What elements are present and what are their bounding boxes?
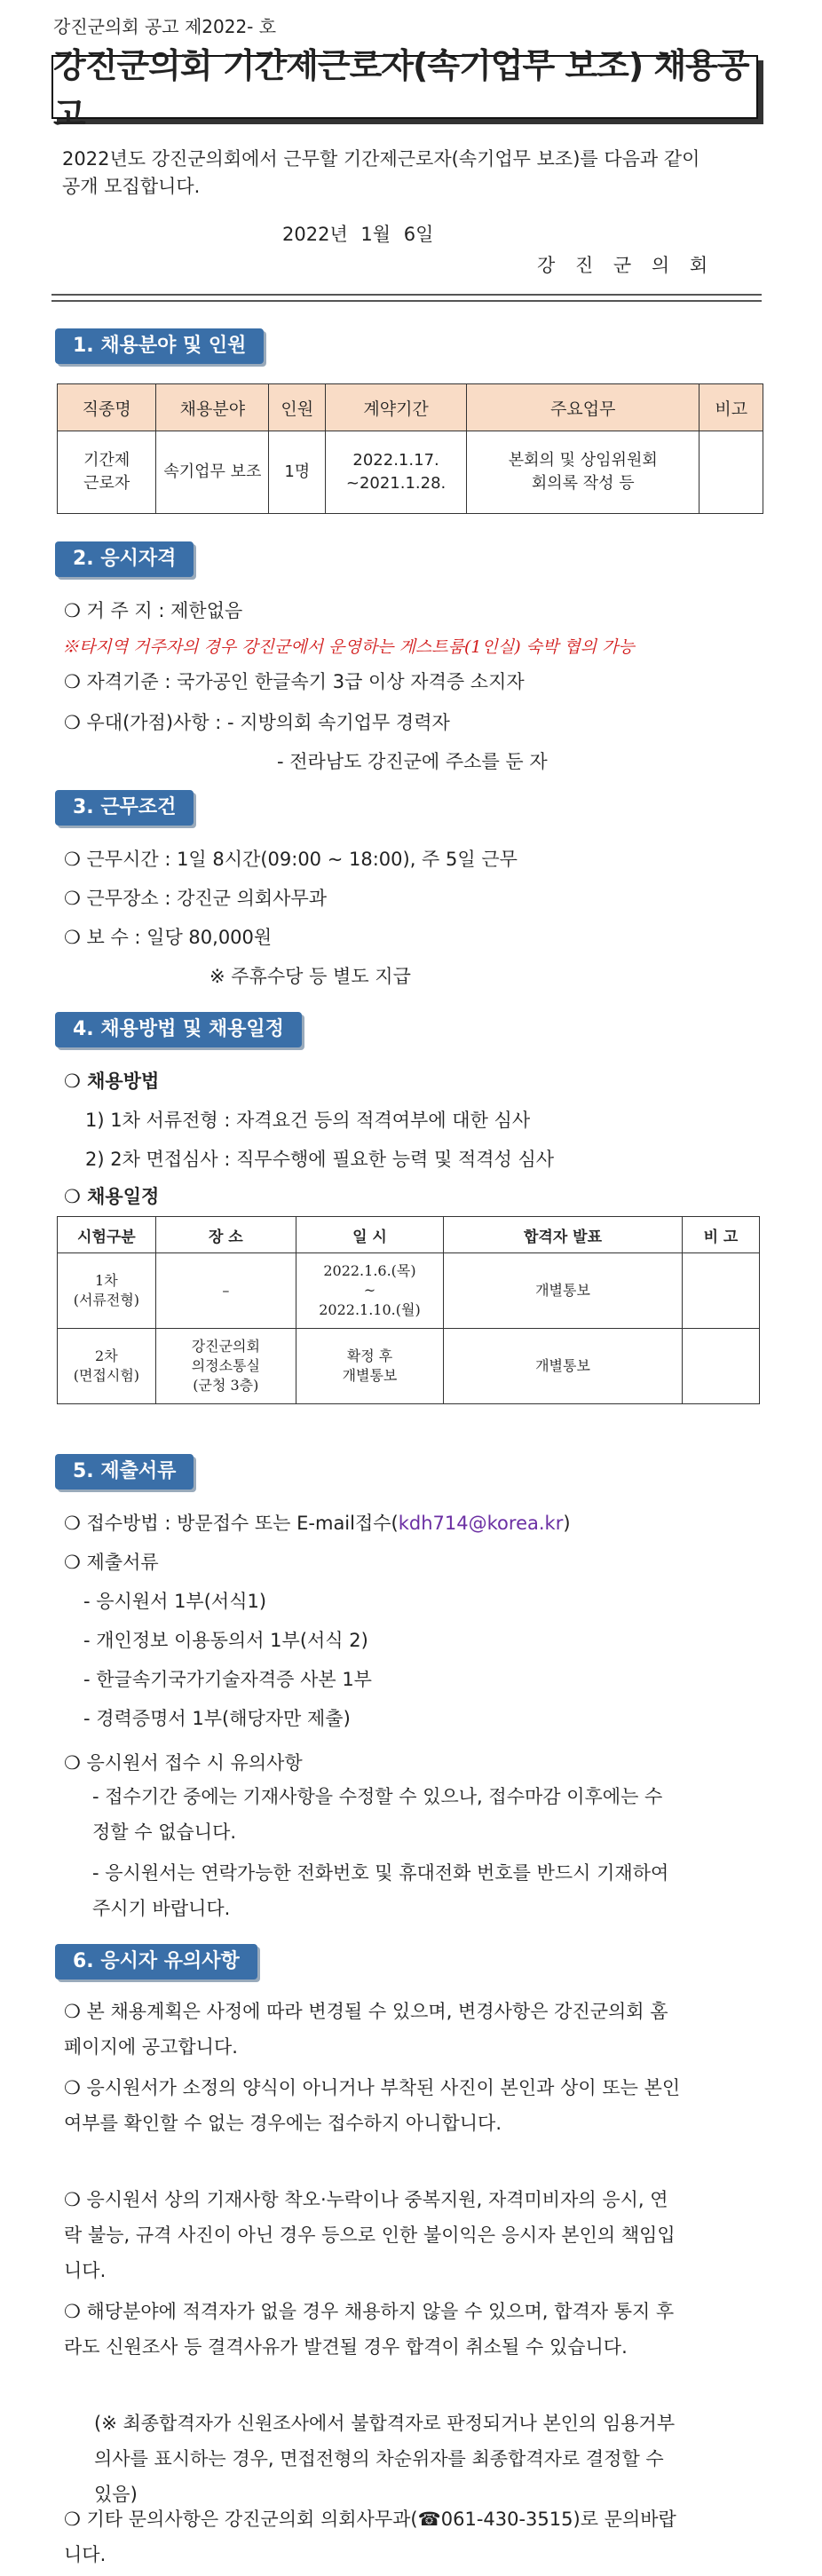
cell-note [682, 1329, 759, 1404]
organization-name: 강 진 군 의 회 [537, 255, 715, 276]
section-3-header: 3. 근무조건 [55, 790, 194, 826]
qual-standard: ❍ 자격기준 : 국가공인 한글속기 3급 이상 자격증 소지자 [64, 671, 525, 692]
docs-heading: ❍ 제출서류 [64, 1552, 159, 1573]
cell-period: 2022.1.17. ~2021.1.28. [326, 431, 467, 514]
cell-datetime: 확정 후 개별통보 [296, 1329, 443, 1404]
header-field: 채용분야 [156, 384, 269, 431]
method-heading: ❍ 채용방법 [64, 1071, 160, 1092]
section-1-header: 1. 채용분야 및 인원 [55, 328, 264, 364]
cell-datetime: 2022.1.6.(목) ~ 2022.1.10.(월) [296, 1253, 443, 1329]
section-2-header: 2. 응시자격 [55, 541, 194, 577]
schedule-table [57, 1216, 760, 1404]
section-5-header: 5. 제출서류 [55, 1454, 194, 1489]
title-box [51, 46, 758, 134]
recruitment-table [57, 383, 763, 514]
method-step-2: 2) 2차 면접심사 : 직무수행에 필요한 능력 및 적격성 심사 [85, 1149, 555, 1170]
cell-field: 속기업무 보조 [156, 431, 269, 514]
header-count: 인원 [269, 384, 326, 431]
qual-residence: ❍ 거 주 지 : 제한없음 [64, 600, 243, 621]
notice-date: 2022년 1월 6일 [282, 224, 434, 245]
cell-place: 강진군의회 의정소통실 (군청 3층) [155, 1329, 296, 1404]
header-datetime: 일 시 [296, 1217, 443, 1253]
notice-number: 강진군의회 공고 제2022- 호 [53, 16, 277, 37]
table-header-row [58, 1217, 760, 1253]
cell-result: 개별통보 [444, 1329, 683, 1404]
docs-item: - 경력증명서 1부(해당자만 제출) [83, 1708, 351, 1729]
qual-preference-1: ❍ 우대(가점)사항 : - 지방의회 속기업무 경력자 [64, 712, 450, 733]
cell-place: – [155, 1253, 296, 1329]
header-note: 비고 [699, 384, 763, 431]
docs-item: - 응시원서 1부(서식1) [83, 1591, 267, 1612]
cell-job-type: 기간제 근로자 [58, 431, 156, 514]
docs-item: - 개인정보 이용동의서 1부(서식 2) [83, 1630, 368, 1651]
header-exam-type: 시험구분 [58, 1217, 156, 1253]
header-note: 비 고 [682, 1217, 759, 1253]
note-1: ❍ 본 채용계획은 사정에 따라 변경될 수 있으며, 변경사항은 강진군의회 홈페이지에 공고합니다. [64, 2001, 668, 2058]
table-header-row [58, 384, 763, 431]
schedule-heading: ❍ 채용일정 [64, 1186, 160, 1207]
note-2: ❍ 응시원서가 소정의 양식이 아니거나 부착된 사진이 본인과 상이 또는 본인여부를 확인할 수 없는 경우에는 접수하지 아니합니다. [64, 2077, 681, 2134]
table-row [58, 431, 763, 514]
cell-exam-type: 1차 (서류전형) [58, 1253, 156, 1329]
section-6-header: 6. 응시자 유의사항 [55, 1944, 257, 1979]
qual-preference-2: - 전라남도 강진군에 주소를 둔 자 [277, 751, 548, 772]
cell-result: 개별통보 [444, 1253, 683, 1329]
cell-note [682, 1253, 759, 1329]
intro-text: 2022년도 강진군의회에서 근무할 기간제근로자(속기업무 보조)를 다음과 같이 공개 모집합니다. [62, 148, 700, 197]
docs-caution-heading: ❍ 응시원서 접수 시 유의사항 [64, 1752, 303, 1774]
cell-exam-type: 2차 (면접시험) [58, 1329, 156, 1404]
docs-caution-1: - 접수기간 중에는 기재사항을 수정할 수 있으나, 접수마감 이후에는 수정할 수 없습니다. [92, 1786, 663, 1843]
cell-note [699, 431, 763, 514]
note-3: ❍ 응시원서 상의 기재사항 착오·누락이나 중복지원, 자격미비자의 응시, 연락 불능, 규격 사진이 아닌 경우 등으로 인한 불이익은 응시자 본인의 책임입니다. [64, 2189, 676, 2281]
note-4-detail: (※ 최종합격자가 신원조사에서 불합격자로 판정되거나 본인의 임용거부의사를 표시하는 경우, 면접전형의 차순위자를 최종합격자로 결정할 수 있음) [94, 2413, 676, 2505]
cell-count: 1명 [269, 431, 326, 514]
qual-residence-note: ※타지역 거주자의 경우 강진군에서 운영하는 게스트룸(1인실) 숙박 협의 가능 [62, 637, 635, 657]
header-result: 합격자 발표 [444, 1217, 683, 1253]
method-step-1: 1) 1차 서류전형 : 자격요건 등의 적격여부에 대한 심사 [85, 1110, 531, 1131]
work-hours: ❍ 근무시간 : 1일 8시간(09:00 ~ 18:00), 주 5일 근무 [64, 849, 518, 870]
header-job-type: 직종명 [58, 384, 156, 431]
header-period: 계약기간 [326, 384, 467, 431]
table-row [58, 1253, 760, 1329]
work-pay-note: ※ 주휴수당 등 별도 지급 [209, 966, 411, 987]
cell-duty: 본회의 및 상임위원회 회의록 작성 등 [467, 431, 699, 514]
email-link[interactable]: kdh714@korea.kr [398, 1513, 564, 1534]
header-duty: 주요업무 [467, 384, 699, 431]
table-row [58, 1329, 760, 1404]
header-place: 장 소 [155, 1217, 296, 1253]
note-5: ❍ 기타 문의사항은 강진군의회 의회사무과(☎061-430-3515)로 문의바랍니다. [64, 2509, 676, 2565]
note-4: ❍ 해당분야에 적격자가 없을 경우 채용하지 않을 수 있으며, 합격자 통지 후라도 신원조사 등 결격사유가 발견될 경우 합격이 취소될 수 있습니다. [64, 2301, 675, 2358]
work-place: ❍ 근무장소 : 강진군 의회사무과 [64, 888, 328, 909]
page-title: 강진군의회 기간제근로자(속기업무 보조) 채용공고 [53, 46, 749, 134]
work-pay: ❍ 보 수 : 일당 80,000원 [64, 927, 273, 948]
docs-caution-2: - 응시원서는 연락가능한 전화번호 및 휴대전화 번호를 반드시 기재하여 주시기 바랍니다. [92, 1862, 669, 1919]
divider [51, 294, 762, 302]
docs-method: ❍ 접수방법 : 방문접수 또는 E-mail접수(kdh714@korea.kr) [64, 1513, 571, 1534]
docs-item: - 한글속기국가기술자격증 사본 1부 [83, 1669, 372, 1690]
section-4-header: 4. 채용방법 및 채용일정 [55, 1012, 302, 1047]
